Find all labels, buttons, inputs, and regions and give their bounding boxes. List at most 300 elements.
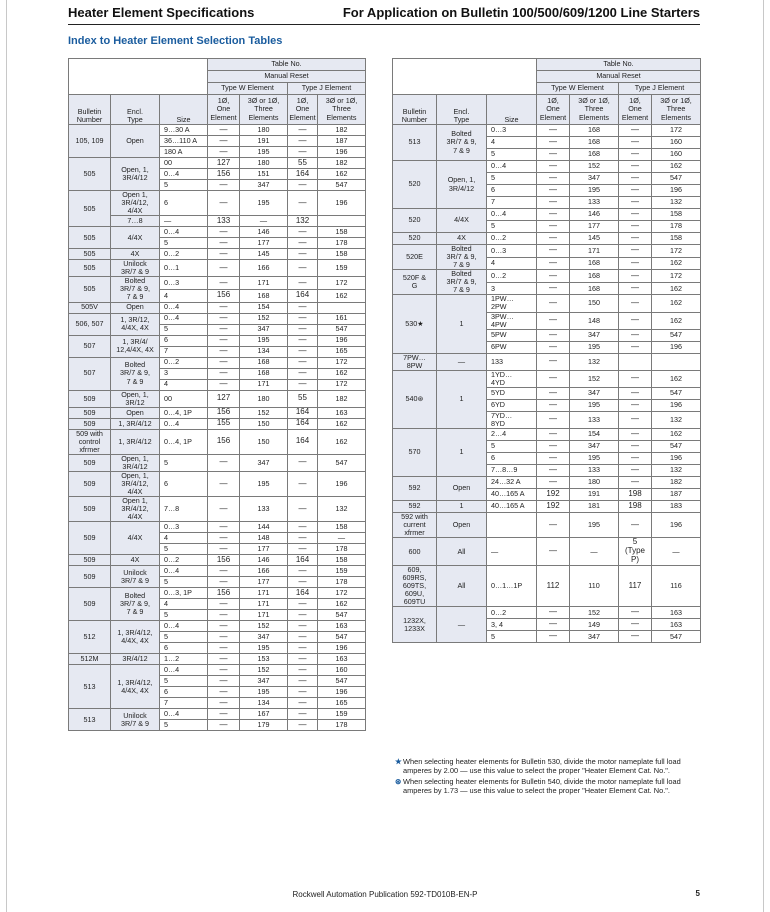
type-j-three-elements-cell: 196: [652, 399, 701, 411]
type-w-three-elements-cell: 168: [570, 149, 619, 161]
enclosure-cell: Unilock 3R/7 & 9: [111, 566, 160, 588]
type-j-one-element-cell: —: [288, 643, 318, 654]
type-w-three-elements-cell: 171: [240, 588, 288, 599]
type-w-three-elements-cell: 149: [570, 619, 619, 631]
circled-asterisk-icon: ⊛: [395, 777, 402, 787]
size-cell: 6: [160, 687, 208, 698]
type-j-one-element-cell: —: [619, 257, 652, 270]
type-j-three-elements-cell: 172: [652, 245, 701, 258]
type-j-one-element-cell: —: [619, 149, 652, 161]
type-w-three-elements-cell: 168: [240, 368, 288, 379]
type-j-one-element-cell: —: [288, 180, 318, 191]
type-j-one-element-cell: —: [288, 277, 318, 290]
size-cell: 0…4: [160, 418, 208, 429]
size-cell: 0…3, 1P: [160, 588, 208, 599]
table-row: [69, 407, 366, 418]
type-j-one-element-cell: —: [619, 441, 652, 453]
type-w-three-elements-cell: 347: [240, 676, 288, 687]
type-j-three-elements-cell: 162: [652, 370, 701, 387]
bulletin-cell: 520E: [393, 245, 437, 270]
enclosure-cell: Bolted 3R/7 & 9, 7 & 9: [437, 245, 487, 270]
type-j-one-element-cell: —: [288, 599, 318, 610]
size-cell: 7: [487, 197, 537, 209]
header-row: [69, 59, 366, 71]
type-j-three-elements-cell: 162: [318, 169, 366, 180]
type-j-three-elements-cell: 162: [652, 312, 701, 329]
enclosure-cell: Open: [111, 407, 160, 418]
size-cell: 4: [160, 533, 208, 544]
type-j-three-elements-cell: 172: [318, 588, 366, 599]
type-j-three-elements-cell: 178: [318, 720, 366, 731]
header-size: Size: [487, 95, 537, 125]
bulletin-cell: 513: [393, 125, 437, 161]
bulletin-cell: 520: [393, 161, 437, 209]
type-w-one-element-cell: —: [537, 245, 570, 258]
size-cell: 0…4: [160, 313, 208, 324]
header-size: Size: [160, 95, 208, 125]
header-type-j-element: Type J Element: [619, 83, 701, 95]
size-cell: 0…3: [487, 125, 537, 137]
size-cell: 0…4: [160, 227, 208, 238]
type-j-one-element-cell: —: [619, 125, 652, 137]
bulletin-cell: 592 with current xfrmer: [393, 513, 437, 538]
type-j-three-elements-cell: 172: [318, 357, 366, 368]
type-j-three-elements-cell: 547: [318, 180, 366, 191]
type-w-one-element-cell: —: [537, 607, 570, 619]
table-row: [69, 302, 366, 313]
size-cell: 5: [160, 544, 208, 555]
type-w-one-element-cell: —: [208, 599, 240, 610]
size-cell: 3: [160, 368, 208, 379]
table-row: [393, 295, 701, 312]
type-w-three-elements-cell: 179: [240, 720, 288, 731]
type-w-one-element-cell: —: [537, 465, 570, 477]
type-j-one-element-cell: 198: [619, 501, 652, 513]
type-j-three-elements-cell: 182: [318, 158, 366, 169]
size-cell: 0…4: [160, 709, 208, 720]
type-w-three-elements-cell: 191: [240, 136, 288, 147]
size-cell: 6: [160, 335, 208, 346]
type-j-three-elements-cell: 162: [652, 161, 701, 173]
size-cell: 5: [160, 632, 208, 643]
type-w-three-elements-cell: 171: [240, 610, 288, 621]
type-w-one-element-cell: —: [537, 125, 570, 137]
type-j-three-elements-cell: 187: [652, 489, 701, 501]
table-row: [393, 513, 701, 538]
footnote-text: When selecting heater elements for Bulletin 530, divide the motor nameplate full load amperes by 2.00 — use this value to select the proper "Heater Element Cat. No.".: [403, 757, 681, 775]
bulletin-cell: 505: [69, 249, 111, 260]
type-j-one-element-cell: —: [619, 341, 652, 353]
type-w-three-elements-cell: 177: [240, 238, 288, 249]
type-w-three-elements-cell: 152: [240, 407, 288, 418]
type-j-three-elements-cell: 196: [318, 643, 366, 654]
type-j-one-element-cell: 164: [288, 555, 318, 566]
type-j-three-elements-cell: 159: [318, 260, 366, 277]
bulletin-cell: 105, 109: [69, 125, 111, 158]
type-w-three-elements-cell: 195: [240, 471, 288, 496]
type-w-one-element-cell: 156: [208, 429, 240, 454]
table-row: [69, 357, 366, 368]
enclosure-cell: Bolted 3R/7 & 9, 7 & 9: [437, 125, 487, 161]
type-w-three-elements-cell: 347: [570, 329, 619, 341]
size-cell: 0…4: [160, 169, 208, 180]
type-j-one-element-cell: —: [288, 346, 318, 357]
header-rule: [68, 24, 700, 25]
size-cell: 5YD: [487, 387, 537, 399]
size-cell: 0…3: [160, 277, 208, 290]
size-cell: 0…4: [160, 566, 208, 577]
type-j-one-element-cell: —: [288, 191, 318, 216]
page-title: Heater Element Specifications: [68, 5, 255, 20]
type-w-one-element-cell: —: [537, 233, 570, 245]
type-j-one-element-cell: —: [619, 370, 652, 387]
type-w-three-elements-cell: 177: [240, 544, 288, 555]
type-w-three-elements-cell: 195: [240, 335, 288, 346]
type-w-three-elements-cell: 146: [240, 227, 288, 238]
type-j-three-elements-cell: 132: [652, 197, 701, 209]
size-cell: 0…4: [487, 209, 537, 221]
size-cell: 3: [487, 282, 537, 295]
type-w-three-elements-cell: 166: [240, 260, 288, 277]
type-w-one-element-cell: —: [208, 147, 240, 158]
type-j-one-element-cell: —: [288, 687, 318, 698]
bulletin-cell: 7PW… 8PW: [393, 353, 437, 370]
type-j-three-elements-cell: 132: [652, 465, 701, 477]
type-w-three-elements-cell: 152: [240, 313, 288, 324]
size-cell: —: [487, 538, 537, 566]
table-row: [69, 125, 366, 136]
type-w-one-element-cell: —: [208, 533, 240, 544]
type-j-one-element-cell: —: [288, 260, 318, 277]
header-blank: [69, 59, 208, 95]
type-j-three-elements-cell: 196: [318, 335, 366, 346]
enclosure-cell: —: [437, 353, 487, 370]
heater-index-table-right: [392, 58, 701, 643]
size-cell: 0…2: [487, 270, 537, 283]
type-j-one-element-cell: —: [288, 125, 318, 136]
table-row: [69, 555, 366, 566]
footnote-text: When selecting heater elements for Bulletin 540, divide the motor nameplate full load amperes by 1.73 — use this value to select the proper "Heater Element Cat. No.".: [403, 777, 681, 796]
type-w-three-elements-cell: 150: [240, 429, 288, 454]
type-w-three-elements-cell: 191: [570, 489, 619, 501]
size-cell: 7…8…9: [487, 465, 537, 477]
bulletin-cell: 509: [69, 454, 111, 471]
type-w-one-element-cell: —: [208, 180, 240, 191]
table-row: [393, 370, 701, 387]
type-w-three-elements-cell: 195: [570, 453, 619, 465]
type-w-three-elements-cell: 145: [570, 233, 619, 245]
type-w-three-elements-cell: 152: [240, 665, 288, 676]
type-j-one-element-cell: —: [619, 411, 652, 428]
type-j-one-element-cell: 164: [288, 407, 318, 418]
type-j-three-elements-cell: 196: [318, 687, 366, 698]
type-w-one-element-cell: —: [208, 632, 240, 643]
table-row: [69, 335, 366, 346]
type-w-one-element-cell: —: [208, 497, 240, 522]
type-j-one-element-cell: —: [288, 533, 318, 544]
type-w-one-element-cell: —: [208, 357, 240, 368]
type-j-one-element-cell: 164: [288, 429, 318, 454]
size-cell: 5: [487, 149, 537, 161]
type-j-one-element-cell: 164: [288, 169, 318, 180]
header-enclosure-type: Encl. Type: [437, 95, 487, 125]
type-j-one-element-cell: —: [288, 357, 318, 368]
enclosure-cell: 7…8: [111, 216, 160, 227]
enclosure-cell: 1: [437, 429, 487, 477]
size-cell: 0…2: [160, 357, 208, 368]
type-w-one-element-cell: —: [208, 676, 240, 687]
type-j-one-element-cell: —: [619, 173, 652, 185]
heater-index-table-left: [68, 58, 366, 731]
bulletin-cell: 570: [393, 429, 437, 477]
type-w-three-elements-cell: 134: [240, 698, 288, 709]
type-j-one-element-cell: —: [288, 324, 318, 335]
type-j-one-element-cell: —: [288, 566, 318, 577]
bulletin-cell: 609, 609RS, 609TS, 609U, 609TU: [393, 566, 437, 607]
type-w-one-element-cell: —: [537, 538, 570, 566]
table-row: [69, 260, 366, 277]
header-one-element: 1Ø, One Element: [288, 95, 318, 125]
type-w-one-element-cell: —: [208, 379, 240, 390]
type-j-three-elements-cell: 196: [318, 471, 366, 496]
type-j-three-elements-cell: 547: [318, 610, 366, 621]
enclosure-cell: Open, 1, 3R/4/12: [437, 161, 487, 209]
type-j-three-elements-cell: 162: [652, 257, 701, 270]
type-j-three-elements-cell: 165: [318, 698, 366, 709]
enclosure-cell: 4/4X: [437, 209, 487, 233]
bulletin-cell: 540⊛: [393, 370, 437, 428]
type-w-one-element-cell: —: [537, 197, 570, 209]
size-cell: 7: [160, 346, 208, 357]
type-j-three-elements-cell: 547: [318, 324, 366, 335]
size-cell: 9…30 A: [160, 125, 208, 136]
enclosure-cell: 1, 3R/4/12, 4/4X, 4X: [111, 665, 160, 709]
type-w-one-element-cell: —: [537, 257, 570, 270]
table-row: [393, 477, 701, 489]
type-w-one-element-cell: —: [537, 399, 570, 411]
type-j-three-elements-cell: 116: [652, 566, 701, 607]
type-j-three-elements-cell: —: [318, 533, 366, 544]
type-j-one-element-cell: —: [619, 312, 652, 329]
type-j-one-element-cell: —: [288, 544, 318, 555]
type-j-three-elements-cell: 162: [652, 295, 701, 312]
table-row: [69, 454, 366, 471]
type-j-three-elements-cell: 196: [652, 453, 701, 465]
type-w-three-elements-cell: 168: [240, 357, 288, 368]
type-j-three-elements-cell: 183: [652, 501, 701, 513]
type-w-one-element-cell: —: [208, 302, 240, 313]
type-j-three-elements-cell: 172: [652, 270, 701, 283]
table-row: [69, 471, 366, 496]
type-w-three-elements-cell: 195: [570, 399, 619, 411]
type-j-one-element-cell: —: [288, 676, 318, 687]
type-w-three-elements-cell: 133: [570, 465, 619, 477]
table-row: [69, 227, 366, 238]
size-cell: 0…3: [487, 245, 537, 258]
type-j-three-elements-cell: 547: [652, 387, 701, 399]
type-w-one-element-cell: —: [537, 411, 570, 428]
type-w-three-elements-cell: 180: [240, 125, 288, 136]
table-row: [69, 522, 366, 533]
type-j-three-elements-cell: 165: [318, 346, 366, 357]
type-w-one-element-cell: —: [208, 238, 240, 249]
type-j-three-elements-cell: 162: [318, 599, 366, 610]
type-j-one-element-cell: —: [619, 185, 652, 197]
type-j-one-element-cell: —: [619, 429, 652, 441]
table-row: [393, 353, 701, 370]
size-cell: 4: [160, 289, 208, 302]
header-blank: [393, 59, 537, 95]
header-row: [393, 59, 701, 71]
header-table-no: Table No.: [208, 59, 366, 71]
type-j-one-element-cell: —: [619, 619, 652, 631]
type-w-one-element-cell: —: [208, 277, 240, 290]
type-w-one-element-cell: —: [537, 619, 570, 631]
footnotes: [395, 758, 700, 799]
type-j-one-element-cell: —: [619, 631, 652, 643]
type-w-one-element-cell: —: [208, 720, 240, 731]
bulletin-cell: 592: [393, 477, 437, 501]
size-cell: 1…2: [160, 654, 208, 665]
type-j-three-elements-cell: 162: [318, 368, 366, 379]
header-bulletin-number: Bulletin Number: [393, 95, 437, 125]
table-row: [393, 538, 701, 566]
type-w-one-element-cell: —: [208, 522, 240, 533]
size-cell: [487, 513, 537, 538]
header-type-j-element: Type J Element: [288, 83, 366, 95]
enclosure-cell: 1: [437, 295, 487, 353]
type-w-three-elements-cell: 347: [240, 632, 288, 643]
type-w-one-element-cell: —: [208, 698, 240, 709]
type-w-three-elements-cell: 195: [240, 643, 288, 654]
enclosure-cell: Open, 1, 3R/4/12, 4/4X: [111, 471, 160, 496]
size-cell: 7…8: [160, 497, 208, 522]
type-w-three-elements-cell: 154: [570, 429, 619, 441]
type-w-three-elements-cell: 150: [570, 295, 619, 312]
enclosure-cell: Open: [437, 477, 487, 501]
table-row: [69, 249, 366, 260]
bulletin-cell: 509: [69, 522, 111, 555]
type-j-one-element-cell: —: [619, 399, 652, 411]
type-j-one-element-cell: —: [288, 238, 318, 249]
type-w-one-element-cell: —: [208, 577, 240, 588]
type-w-three-elements-cell: 154: [240, 302, 288, 313]
type-j-one-element-cell: —: [288, 709, 318, 720]
table-row: [69, 158, 366, 169]
size-cell: 0…4, 1P: [160, 429, 208, 454]
type-j-one-element-cell: —: [619, 197, 652, 209]
type-w-one-element-cell: 112: [537, 566, 570, 607]
size-cell: 0…2: [487, 233, 537, 245]
type-w-one-element-cell: 156: [208, 407, 240, 418]
table-row: [69, 654, 366, 665]
type-w-three-elements-cell: 167: [240, 709, 288, 720]
size-cell: 5: [160, 180, 208, 191]
type-w-three-elements-cell: 146: [570, 209, 619, 221]
type-w-one-element-cell: —: [537, 429, 570, 441]
type-j-three-elements-cell: 178: [318, 577, 366, 588]
enclosure-cell: 1: [437, 370, 487, 428]
type-w-three-elements-cell: 171: [570, 245, 619, 258]
star-icon: ★: [395, 757, 402, 766]
type-w-three-elements-cell: 347: [570, 173, 619, 185]
type-j-three-elements-cell: 547: [652, 441, 701, 453]
header-table-no: Table No.: [537, 59, 701, 71]
bulletin-cell: 512M: [69, 654, 111, 665]
type-w-one-element-cell: —: [537, 270, 570, 283]
type-w-one-element-cell: —: [208, 621, 240, 632]
type-j-one-element-cell: 5 (Type P): [619, 538, 652, 566]
type-w-one-element-cell: —: [537, 441, 570, 453]
type-j-one-element-cell: —: [288, 522, 318, 533]
size-cell: 5: [160, 676, 208, 687]
type-w-one-element-cell: —: [208, 227, 240, 238]
type-w-three-elements-cell: 146: [240, 555, 288, 566]
bulletin-cell: 512: [69, 621, 111, 654]
enclosure-cell: Open: [437, 513, 487, 538]
enclosure-cell: Bolted 3R/7 & 9, 7 & 9: [111, 277, 160, 302]
type-w-three-elements-cell: 180: [240, 390, 288, 407]
type-w-three-elements-cell: 347: [570, 387, 619, 399]
type-w-one-element-cell: —: [208, 665, 240, 676]
type-j-three-elements-cell: 163: [652, 607, 701, 619]
bulletin-cell: 513: [69, 709, 111, 731]
type-j-three-elements-cell: 178: [318, 544, 366, 555]
type-w-one-element-cell: —: [208, 610, 240, 621]
type-w-three-elements-cell: 195: [240, 147, 288, 158]
type-j-one-element-cell: 164: [288, 289, 318, 302]
type-j-three-elements-cell: 160: [652, 149, 701, 161]
type-j-one-element-cell: —: [288, 147, 318, 158]
size-cell: 0…4: [160, 665, 208, 676]
type-w-one-element-cell: —: [208, 687, 240, 698]
type-w-three-elements-cell: 134: [240, 346, 288, 357]
table-row: [69, 390, 366, 407]
type-w-three-elements-cell: 195: [240, 191, 288, 216]
enclosure-cell: 4X: [111, 555, 160, 566]
type-w-one-element-cell: —: [208, 643, 240, 654]
type-j-three-elements-cell: 547: [318, 632, 366, 643]
size-cell: 0…4: [160, 302, 208, 313]
type-j-one-element-cell: —: [619, 221, 652, 233]
type-w-three-elements-cell: 153: [240, 654, 288, 665]
size-cell: 3, 4: [487, 619, 537, 631]
type-w-one-element-cell: —: [208, 654, 240, 665]
type-w-three-elements-cell: 152: [570, 607, 619, 619]
type-j-three-elements-cell: 162: [318, 418, 366, 429]
header-three-elements: 3Ø or 1Ø, Three Elements: [652, 95, 701, 125]
type-j-three-elements-cell: 158: [318, 249, 366, 260]
size-cell: 180 A: [160, 147, 208, 158]
bulletin-cell: 520: [393, 209, 437, 233]
type-w-one-element-cell: —: [208, 324, 240, 335]
type-w-three-elements-cell: 195: [570, 185, 619, 197]
type-w-three-elements-cell: 177: [240, 577, 288, 588]
table-row: [69, 621, 366, 632]
bulletin-cell: 505V: [69, 302, 111, 313]
size-cell: 5: [160, 238, 208, 249]
type-j-one-element-cell: —: [288, 313, 318, 324]
type-j-three-elements-cell: 196: [652, 185, 701, 197]
bulletin-cell: 509 with control xfrmer: [69, 429, 111, 454]
type-j-three-elements-cell: 159: [318, 709, 366, 720]
type-j-one-element-cell: —: [619, 607, 652, 619]
size-cell: 5: [160, 577, 208, 588]
enclosure-cell: Open, 1, 3R/4/12: [111, 454, 160, 471]
size-cell: 7: [160, 698, 208, 709]
type-w-one-element-cell: 155: [208, 418, 240, 429]
type-j-one-element-cell: —: [288, 136, 318, 147]
